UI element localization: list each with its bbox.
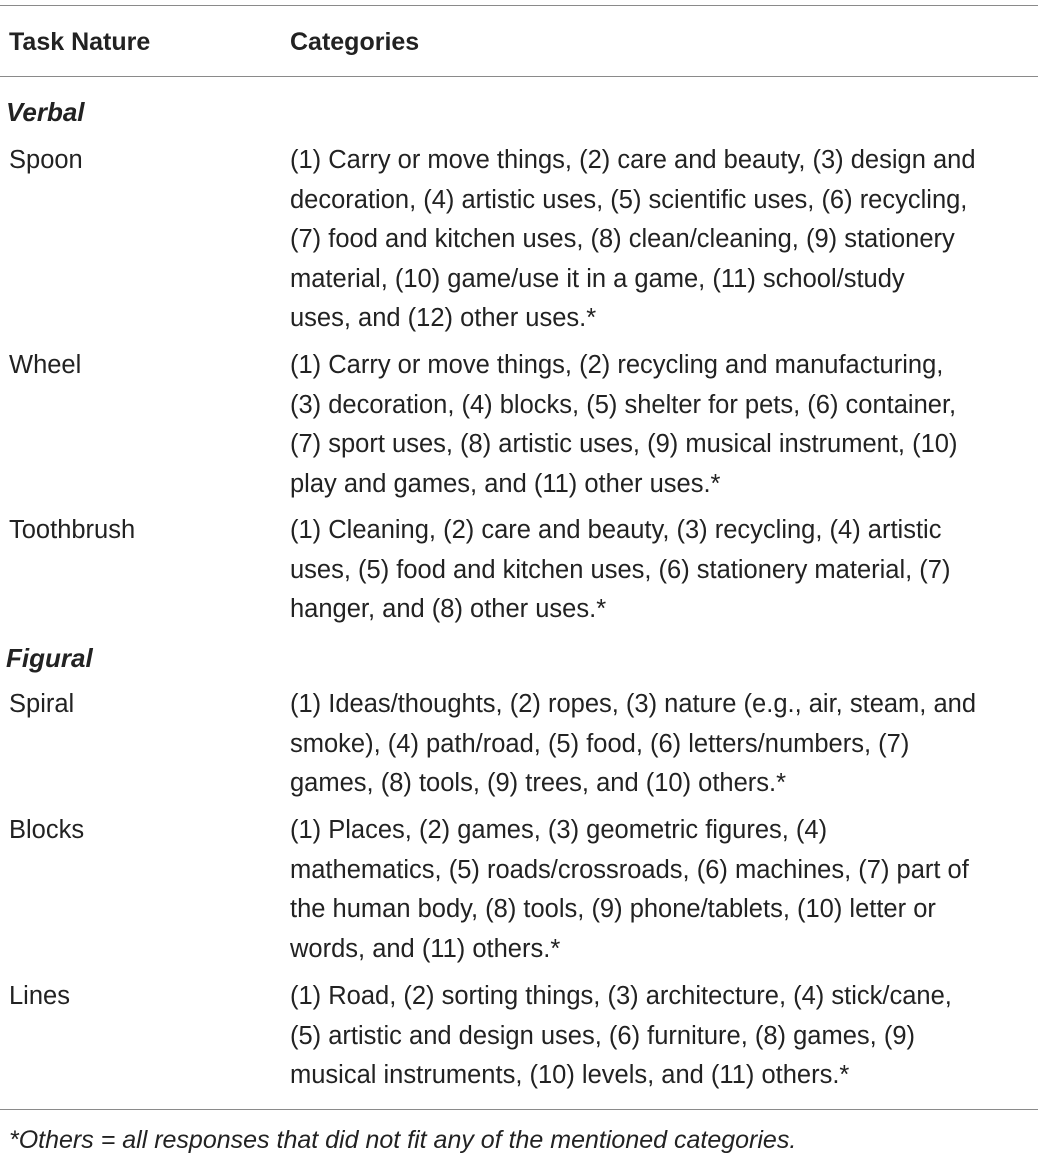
categories-text: [290, 685, 1038, 804]
header-categories: Categories: [290, 28, 420, 56]
categories-text: [290, 811, 1038, 969]
task-name: Spoon: [9, 146, 83, 174]
categories-text: [290, 346, 1038, 504]
task-name: Toothbrush: [9, 516, 136, 544]
categories-line: smoke), (4) path/road, (5) food, (6) letters/numbers, (7): [290, 729, 910, 758]
task-name: Wheel: [9, 351, 82, 379]
categories-line: (1) Ideas/thoughts, (2) ropes, (3) nature (e.g., air, steam, and: [290, 690, 977, 718]
categories-line: play and games, and (11) other uses.*: [290, 469, 721, 498]
bottom-rule: [0, 1109, 1038, 1110]
categories-line: uses, and (12) other uses.*: [290, 304, 597, 332]
categories-text: [290, 141, 1038, 339]
categories-line: (1) Carry or move things, (2) care and beauty, (3) design and: [290, 146, 976, 174]
categories-line: (1) Road, (2) sorting things, (3) architecture, (4) stick/cane,: [290, 982, 952, 1010]
categories-line: hanger, and (8) other uses.*: [290, 595, 607, 623]
categories-line: decoration, (4) artistic uses, (5) scientific uses, (6) recycling,: [290, 185, 968, 214]
task-name: Blocks: [9, 816, 85, 844]
categories-line: uses, (5) food and kitchen uses, (6) stationery material, (7): [290, 555, 951, 584]
categories-line: words, and (11) others.*: [290, 934, 561, 963]
categories-line: (1) Carry or move things, (2) recycling and manufacturing,: [290, 351, 944, 379]
section-label-figural: Figural: [6, 643, 93, 673]
header-task-nature: Task Nature: [9, 28, 151, 56]
task-name: Spiral: [9, 690, 75, 718]
table-footnote: *Others = all responses that did not fit any of the mentioned categories.: [9, 1126, 797, 1154]
categories-line: (1) Places, (2) games, (3) geometric figures, (4): [290, 816, 828, 844]
categories-line: the human body, (8) tools, (9) phone/tablets, (10) letter or: [290, 895, 936, 923]
categories-line: games, (8) tools, (9) trees, and (10) others.*: [290, 769, 787, 797]
categories-line: (3) decoration, (4) blocks, (5) shelter for pets, (6) container,: [290, 390, 957, 419]
categories-line: musical instruments, (10) levels, and (11) others.*: [290, 1061, 850, 1089]
task-name: Lines: [9, 982, 70, 1010]
categories-text: [290, 977, 1038, 1096]
categories-line: (1) Cleaning, (2) care and beauty, (3) recycling, (4) artistic: [290, 516, 942, 544]
categories-line: (5) artistic and design uses, (6) furniture, (8) games, (9): [290, 1021, 915, 1050]
header-rule: [0, 76, 1038, 77]
categories-text: [290, 511, 1038, 630]
categories-line: (7) food and kitchen uses, (8) clean/cleaning, (9) stationery: [290, 225, 955, 253]
categories-line: (7) sport uses, (8) artistic uses, (9) musical instrument, (10): [290, 430, 958, 458]
section-label-verbal: Verbal: [6, 97, 85, 127]
categories-line: material, (10) game/use it in a game, (11) school/study: [290, 264, 905, 293]
categories-line: mathematics, (5) roads/crossroads, (6) machines, (7) part of: [290, 855, 969, 884]
table-header: [0, 0, 1038, 76]
